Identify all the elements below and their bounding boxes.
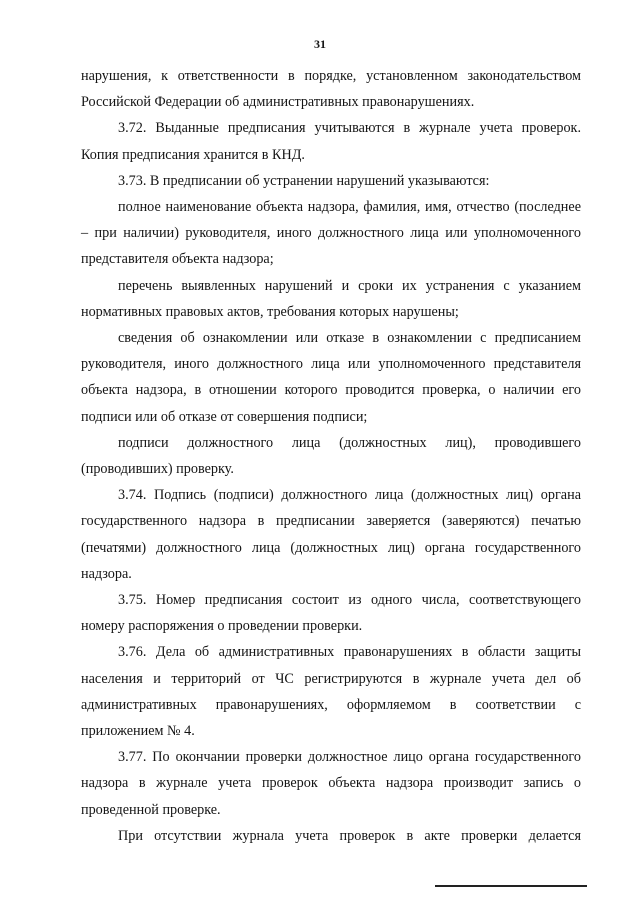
list-item-violations: перечень выявленных нарушений и сроки их устранения с указанием нормативных правовых актов, требования которых нарушены;	[81, 277, 581, 320]
list-item-signatures: подписи должностного лица (должностных лиц), проводившего (проводивших) проверку.	[81, 434, 581, 478]
document-body	[81, 63, 581, 849]
paragraph-3-72: 3.72. Выданные предписания учитываются в журнале учета проверок. Копия предписания хранится в КНД.	[81, 120, 581, 163]
paragraph-3-73: 3.73. В предписании об устранении нарушений указываются:	[118, 172, 490, 189]
paragraph-3-74: 3.74. Подпись (подписи) должностного лица (должностных лиц) органа государственного надзора в предписании заверяется (заверяются) печатью (печатями) должностного лица (должностных лиц) органа государственного надзора.	[81, 487, 581, 582]
paragraph-continuation: нарушения, к ответственности в порядке, установленном законодательством Российской Федерации об административных правонарушениях.	[81, 68, 581, 111]
list-item-full-name: полное наименование объекта надзора, фамилия, имя, отчество (последнее – при наличии) руководителя, иного должностного лица или уполномоченного представителя объекта надзора;	[81, 199, 581, 268]
paragraph-3-76: 3.76. Дела об административных правонарушениях в области защиты населения и территорий от ЧС регистрируются в журнале учета дел об административных правонарушениях, оформляемом в соответствии с приложением № 4.	[81, 644, 581, 740]
footer-divider	[435, 885, 587, 887]
paragraph-3-77: 3.77. По окончании проверки должностное лицо органа государственного надзора в журнале учета проверок объекта надзора производит запись о проведенной проверке.	[81, 749, 581, 818]
paragraph-no-journal: При отсутствии журнала учета проверок в акте проверки делается	[118, 827, 581, 844]
page-number: 31	[314, 37, 326, 51]
paragraph-3-75: 3.75. Номер предписания состоит из одного числа, соответствующего номеру распоряжения о проведении проверки.	[81, 592, 581, 635]
list-item-acknowledgement: сведения об ознакомлении или отказе в ознакомлении с предписанием руководителя, иного должностного лица или уполномоченного представителя объекта надзора, в отношении которого проводится проверка, о наличии его подписи или об отказе от совершения подписи;	[81, 330, 581, 425]
